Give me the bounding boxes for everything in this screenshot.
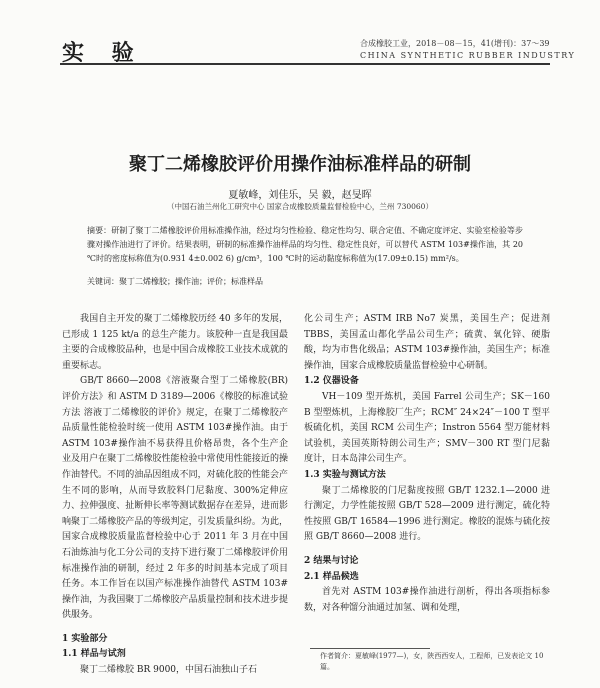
header-rule	[60, 63, 550, 65]
samples-paragraph: 聚丁二烯橡胶 BR 9000，中国石油独山子石	[80, 665, 258, 676]
section-label: 实 验	[62, 40, 144, 66]
keywords: 关键词：聚丁二烯橡胶；操作油；评价；标准样品	[87, 277, 263, 286]
article-title: 聚丁二烯橡胶评价用操作油标准样品的研制	[129, 154, 471, 175]
intro-paragraph-1: 我国自主开发的聚丁二烯橡胶历经 40 多年的发展，已形成 1 125 kt/a 的总生产能力。该胶种一直是我国最主要的合成橡胶品种，也是中国合成橡胶工业技术成就的重要标志。	[62, 314, 288, 371]
heading-sample-selection: 2.1 样品候选	[304, 571, 359, 582]
samples-continued: 化公司生产；ASTM IRB No7 炭黑，美国生产；促进剂 TBBS，美国孟山都化学品公司生产；硫黄、氧化锌、硬脂酸，均为市售化级品；ASTM 103#操作油，美国生产；标准操作油，国家合成橡胶质量监督检验中心研制。	[304, 314, 550, 371]
heading-experimental: 1 实验部分	[62, 633, 108, 644]
author-footnote: 作者简介：夏敏峰(1977—)，女，陕西西安人，工程师，已发表论文 10 篇。	[320, 652, 544, 671]
footnote-rule	[310, 648, 430, 649]
selection-paragraph: 首先对 ASTM 103#操作油进行剖析，得出各项指标参数，对各种馏分油通过加氢、调和处理，	[304, 587, 550, 613]
journal-citation: 合成橡胶工业，2018－08－15，41(增刊)：37～39	[360, 39, 550, 48]
instruments-paragraph: VH－109 型开炼机，美国 Farrel 公司生产；SK－160 B 型塑炼机，上海橡胶厂生产；RCM″ 24×24″－100 T 型平板硫化机，美国 RCM 公司生产；Instron 5564 型万能材料试验机，美国英斯特朗公司生产；SMV－300 RT 型门尼黏度计，日本岛津公司生产。	[304, 391, 550, 465]
journal-info	[360, 38, 575, 62]
heading-methods: 1.3 实验与测试方法	[304, 469, 386, 480]
heading-instruments: 1.2 仪器设备	[304, 376, 359, 387]
journal-name-en: CHINA SYNTHETIC RUBBER INDUSTRY	[360, 51, 576, 60]
left-column	[62, 312, 288, 679]
heading-samples: 1.1 样品与试剂	[62, 649, 126, 660]
right-column	[304, 312, 550, 616]
authors: 夏敏峰，刘佳乐，吴 毅，赵旻晖	[228, 190, 372, 201]
abstract: 摘要：研制了聚丁二烯橡胶评价用标准操作油，经过均匀性检验、稳定性均匀、联合定值、不确定度评定、实验室检验等步骤对操作油进行了评价。结果表明，研制的标准操作油样品的均匀性、稳定性良好，可以替代 ASTM 103#操作油，其 20 ℃时的密度标称值为(0.931 4±0.002 6) g/cm³，100 ℃时的运动黏度标称值为(17.09±0.15) mm²/s。	[87, 226, 523, 263]
affiliation: （中国石油兰州化工研究中心 国家合成橡胶质量监督检验中心，兰州 730060）	[167, 202, 433, 211]
heading-results: 2 结果与讨论	[304, 555, 359, 566]
methods-paragraph: 聚丁二烯橡胶的门尼黏度按照 GB/T 1232.1—2000 进行测定，力学性能按照 GB/T 528—2009 进行测定，硫化特性按照 GB/T 16584—1996 进行测定。橡胶的混炼与硫化按照 GB/T 8660—2008 进行。	[304, 485, 550, 543]
intro-paragraph-2: GB/T 8660—2008《溶液聚合型丁二烯橡胶(BR)评价方法》和 ASTM D 3189—2006《橡胶的标准试验方法 溶液丁二烯橡胶的评价》规定，在聚丁二烯橡胶产品质量性能检验时统一使用 ASTM 103#操作油。由于 ASTM 103#操作油不易获得且价格昂贵，各个生产企业及用户在聚丁二烯橡胶性能检验中常使用性能接近的操作油替代。不同的油品因组成不同，对硫化胶的性能会产生不同的影响，从而导致胶料门尼黏度、300%定伸应力、拉伸强度、扯断伸长率等测试数据存在差异，进而影响聚丁二烯橡胶产品的等级判定，引发质量纠纷。为此，国家合成橡胶质量监督检验中心于 2011 年 3 月在中国石油炼油与化工分公司的支持下进行聚丁二烯橡胶评价用标准操作油的研制，经过 2 年多的时间基本完成了项目任务。本工作旨在以国产标准操作油替代 ASTM 103#操作油，为我国聚丁二烯橡胶产品质量控制和技术进步提供服务。	[62, 376, 288, 621]
